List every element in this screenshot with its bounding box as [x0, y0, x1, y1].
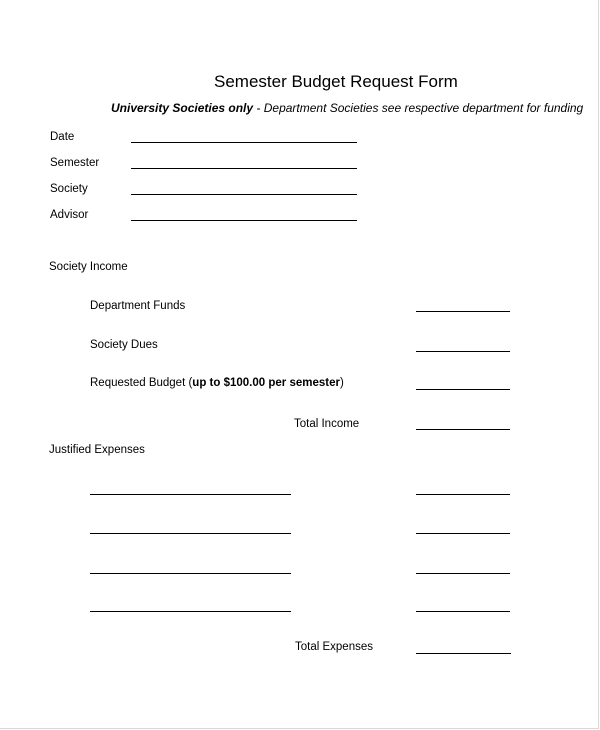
date-label: Date — [50, 131, 75, 143]
expense-description-field-1[interactable] — [90, 494, 291, 495]
department-funds-amount-field[interactable] — [416, 311, 510, 312]
total-income-amount-field[interactable] — [416, 429, 510, 430]
society-income-heading: Society Income — [49, 261, 128, 273]
society-dues-label: Society Dues — [90, 339, 158, 351]
form-subtitle — [111, 101, 583, 115]
expense-amount-field-3[interactable] — [416, 573, 510, 574]
expense-amount-field-1[interactable] — [416, 494, 510, 495]
total-expenses-label: Total Expenses — [295, 641, 373, 653]
expense-description-field-4[interactable] — [90, 611, 291, 612]
expense-amount-field-2[interactable] — [416, 533, 510, 534]
requested-budget-limit: up to $100.00 per semester — [192, 377, 340, 389]
date-field[interactable] — [131, 142, 357, 143]
subtitle-rest: - Department Societies see respective department for funding — [253, 101, 584, 115]
department-funds-label: Department Funds — [90, 300, 186, 312]
society-field[interactable] — [131, 194, 357, 195]
subtitle-bold: University Societies only — [111, 101, 254, 115]
semester-label: Semester — [50, 157, 100, 169]
expense-amount-field-4[interactable] — [416, 611, 510, 612]
society-dues-amount-field[interactable] — [416, 351, 510, 352]
requested-budget-label — [90, 377, 344, 389]
semester-field[interactable] — [131, 168, 357, 169]
requested-budget-suffix: ) — [339, 377, 344, 389]
advisor-field[interactable] — [131, 220, 357, 221]
form-title: Semester Budget Request Form — [214, 72, 458, 91]
total-expenses-amount-field[interactable] — [416, 653, 511, 654]
society-label: Society — [50, 183, 88, 195]
requested-budget-amount-field[interactable] — [416, 389, 510, 390]
total-income-label: Total Income — [294, 418, 360, 430]
justified-expenses-heading: Justified Expenses — [49, 444, 145, 456]
requested-budget-prefix: Requested Budget ( — [90, 377, 193, 389]
expense-description-field-2[interactable] — [90, 533, 291, 534]
expense-description-field-3[interactable] — [90, 573, 291, 574]
advisor-label: Advisor — [50, 209, 89, 221]
